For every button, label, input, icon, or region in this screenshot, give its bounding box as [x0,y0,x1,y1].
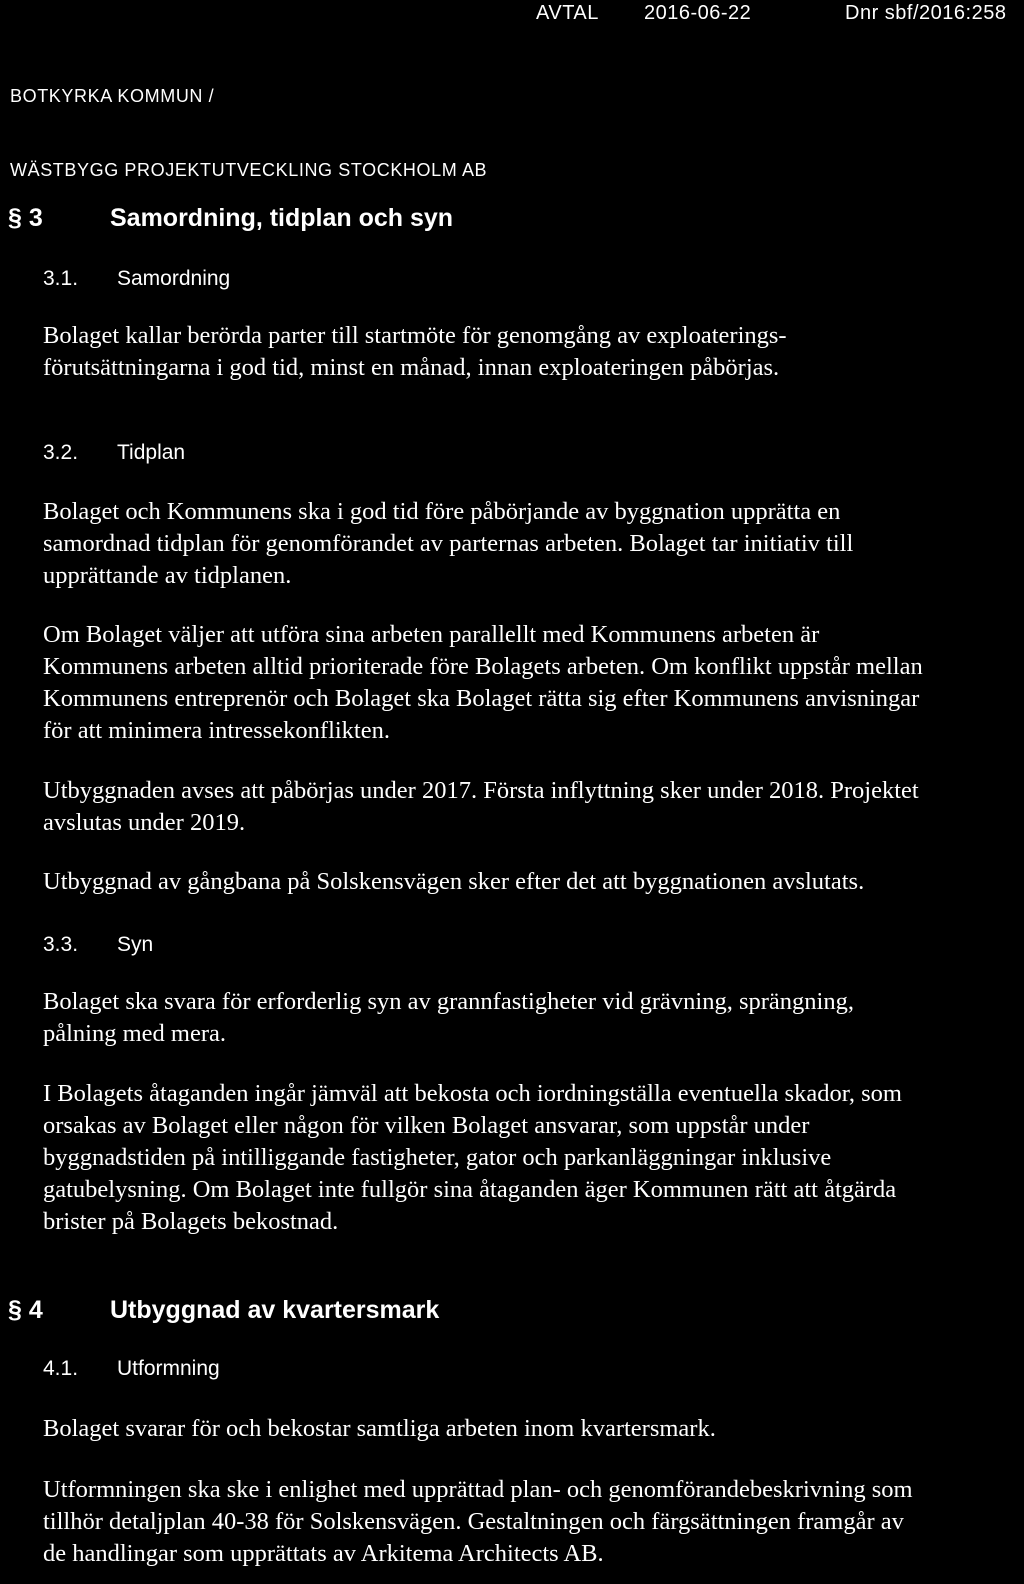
subsection-3-1-title: Samordning [117,267,231,290]
subsection-3-2-number: 3.2. [43,441,79,464]
subsection-4-1-number: 4.1. [43,1357,79,1380]
text-line: avslutas under 2019. [43,809,246,836]
paragraph-3-2-b [43,619,1018,747]
text-line: Utformningen ska ske i enlighet med upprättad plan- och genomförandebeskrivning som [43,1476,913,1503]
paragraph-3-1-a [43,320,1018,384]
section-4-title: Utbyggnad av kvartersmark [110,1296,440,1324]
section-3-number: § 3 [8,204,43,232]
text-line: brister på Bolagets bekostnad. [43,1208,339,1235]
text-line: gatubelysning. Om Bolaget inte fullgör sina åtaganden äger Kommunen rätt att åtgärda [43,1176,897,1203]
text-line: Bolaget och Kommunens ska i god tid före påbörjande av byggnation upprätta en [43,498,841,525]
text-line: upprättande av tidplanen. [43,562,292,589]
document-date: 2016-06-22 [644,2,752,24]
subsection-4-1-title: Utformning [117,1357,220,1380]
party-one: BOTKYRKA KOMMUN / [10,86,215,106]
text-line: orsakas av Bolaget eller någon för vilken Bolaget ansvarar, som uppstår under [43,1112,810,1139]
paragraph-3-2-d [43,866,1018,898]
text-line: pålning med mera. [43,1020,227,1047]
party-two: WÄSTBYGG PROJEKTUTVECKLING STOCKHOLM AB [10,160,488,180]
paragraph-3-3-b [43,1078,1018,1238]
text-line: de handlingar som upprättats av Arkitema Architects AB. [43,1540,604,1567]
text-line: Bolaget kallar berörda parter till startmöte för genomgång av exploaterings- [43,322,787,349]
text-line: I Bolagets åtaganden ingår jämväl att bekosta och iordningställa eventuella skador, som [43,1080,902,1107]
text-line: Utbyggnaden avses att påbörjas under 2017. Första inflyttning sker under 2018. Projektet [43,777,919,804]
subsection-3-3-title: Syn [117,933,154,956]
text-line: förutsättningarna i god tid, minst en månad, innan exploateringen påbörjas. [43,354,780,381]
text-line: samordnad tidplan för genomförandet av parternas arbeten. Bolaget tar initiativ till [43,530,854,557]
text-line: Kommunens arbeten alltid prioriterade före Bolagets arbeten. Om konflikt uppstår mellan [43,653,923,680]
text-line: för att minimera intressekonflikten. [43,717,390,744]
text-line: Om Bolaget väljer att utföra sina arbeten parallellt med Kommunens arbeten är [43,621,820,648]
paragraph-3-2-a [43,496,1018,592]
text-line: tillhör detaljplan 40-38 för Solskensvägen. Gestaltningen och färgsättningen framgår av [43,1508,904,1535]
text-line: Kommunens entreprenör och Bolaget ska Bolaget rätta sig efter Kommunens anvisningar [43,685,920,712]
text-line: Utbyggnad av gångbana på Solskensvägen sker efter det att byggnationen avslutats. [43,868,865,895]
section-3-title: Samordning, tidplan och syn [110,204,454,232]
paragraph-4-1-b [43,1474,1018,1570]
text-line: Bolaget ska svara för erforderlig syn av grannfastigheter vid grävning, sprängning, [43,988,854,1015]
text-line: Bolaget svarar för och bekostar samtliga arbeten inom kvartersmark. [43,1415,716,1442]
paragraph-3-2-c [43,775,1018,839]
paragraph-3-3-a [43,986,1018,1050]
document-type: AVTAL [536,2,599,24]
subsection-3-1-number: 3.1. [43,267,79,290]
text-line: byggnadstiden på intilliggande fastigheter, gator och parkanläggningar inklusive [43,1144,832,1171]
section-4-number: § 4 [8,1296,43,1324]
document-dnr: Dnr sbf/2016:258 [845,2,1007,24]
subsection-3-2-title: Tidplan [117,441,186,464]
paragraph-4-1-a [43,1413,1018,1445]
subsection-3-3-number: 3.3. [43,933,79,956]
